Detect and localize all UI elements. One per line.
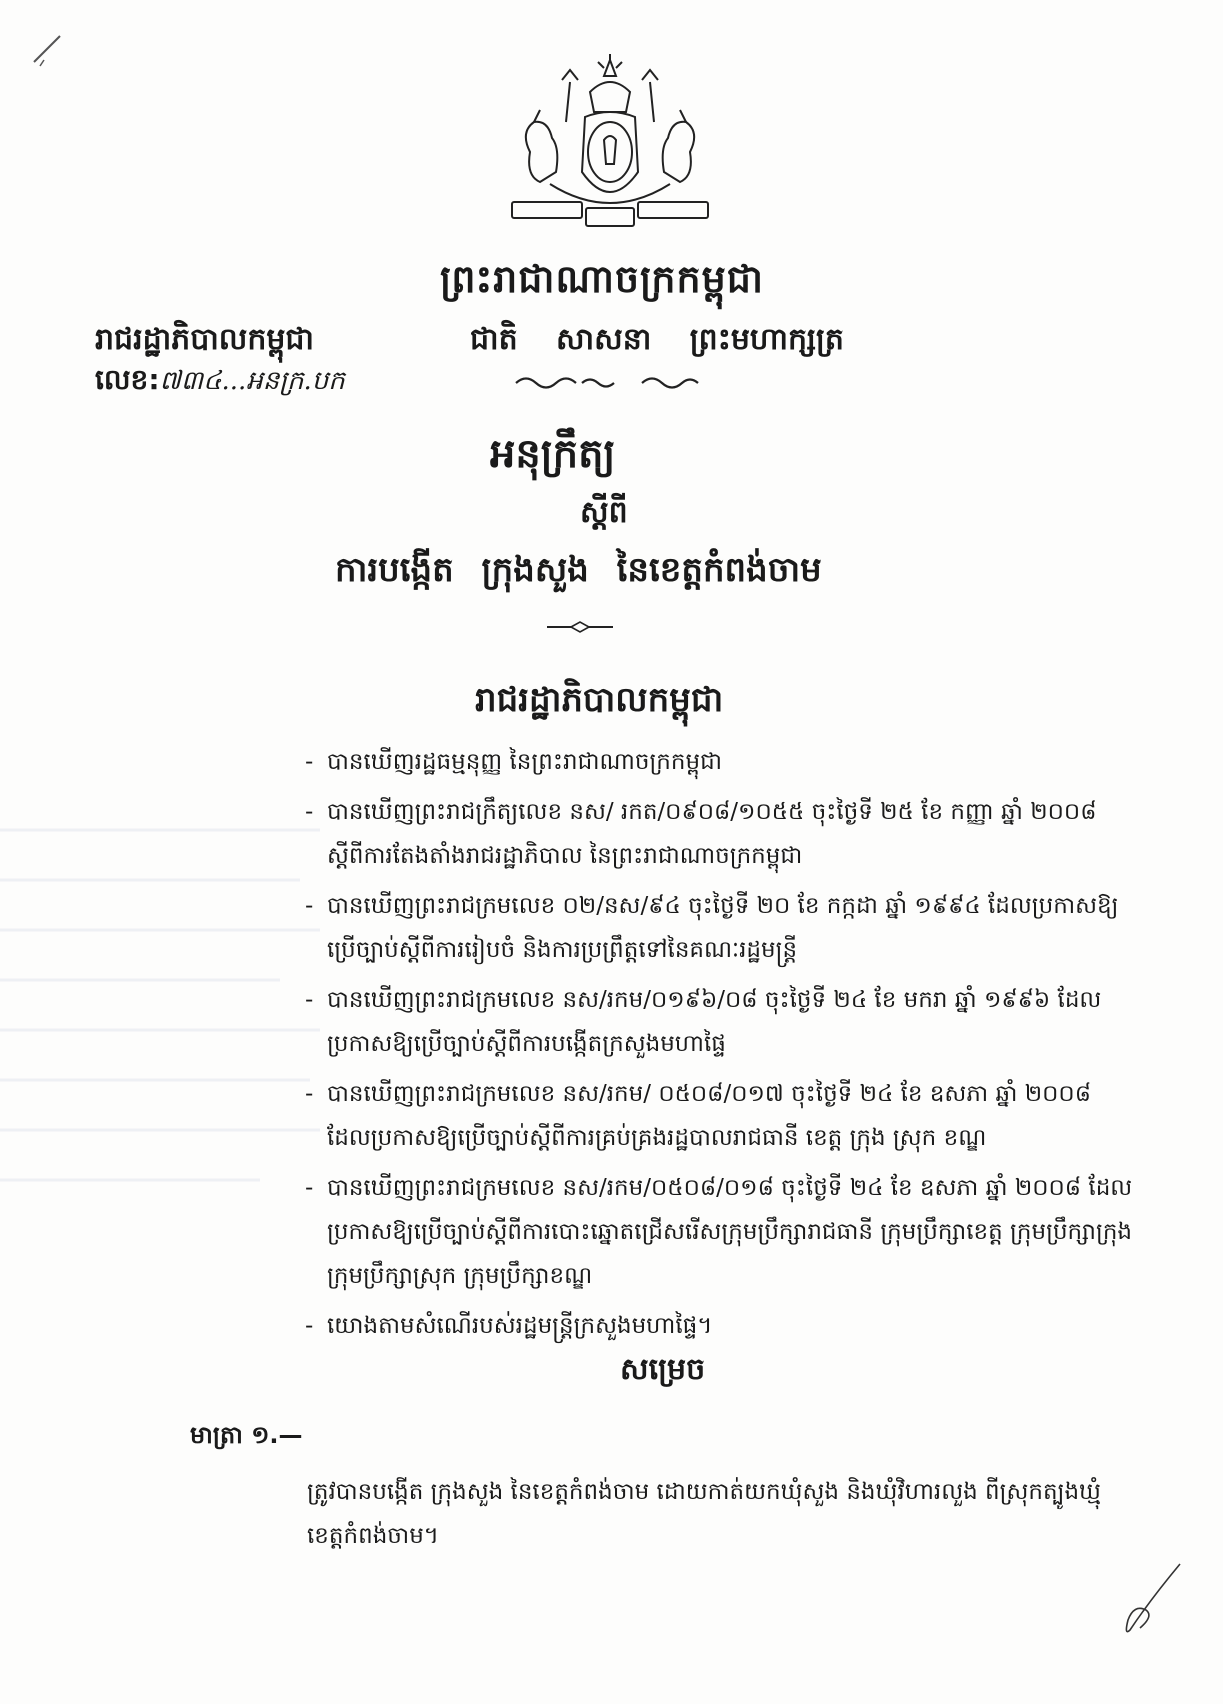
royal-coat-of-arms-icon: [500, 52, 720, 242]
article-1-text: ត្រូវបានបង្កើត ក្រុងសួង នៃខេត្តកំពង់ចាម ដោយកាត់យកឃុំសួង និងឃុំវិហារលួង ពីស្រុកត្បូងឃ្មុំ ខេត្តកំពង់ចាម។: [307, 1479, 1101, 1549]
legal-basis-item: - បានឃើញរដ្ឋធម្មនុញ្ញ នៃព្រះរាជាណាចក្រកម្ពុជា: [305, 740, 1135, 784]
document-about: ស្តីពី: [580, 495, 628, 530]
issuing-authority: រាជរដ្ឋាភិបាលកម្ពុជា: [475, 680, 724, 720]
legal-basis-list: [305, 740, 1135, 1354]
legal-basis-item: - បានឃើញព្រះរាជក្រមលេខ នស/រកម/០៥០៨/០១៨ ចុះថ្ងៃទី ២៤ ខែ ឧសភា ឆ្នាំ ២០០៨ ដែលប្រកាសឱ្យប្រើច្បាប់ស្តីពីការបោះឆ្នោតជ្រើសរើសក្រុមប្រឹក្សារាជធានី ក្រុមប្រឹក្សាខេត្ត ក្រុមប្រឹក្សាក្រុង ក្រុមប្រឹក្សាស្រុក ក្រុមប្រឹក្សាខណ្ឌ: [305, 1166, 1135, 1298]
article-1-label: មាត្រា ១.—: [190, 1421, 303, 1449]
kingdom-title: ព្រះរាជាណាចក្រកម្ពុជា: [440, 257, 764, 301]
section-divider-ornament: [545, 620, 615, 634]
legal-basis-item: - បានឃើញព្រះរាជក្រមលេខ នស/រកម/០១៩៦/០៨ ចុះថ្ងៃទី ២៤ ខែ មករា ឆ្នាំ ១៩៩៦ ដែលប្រកាសឱ្យប្រើច្បាប់ស្តីពីការបង្កើតក្រសួងមហាផ្ទៃ: [305, 978, 1135, 1066]
ref-label: លេខ:: [95, 363, 160, 396]
national-motto: ជាតិ សាសនា ព្រះមហាក្សត្រ: [470, 322, 844, 357]
corner-pen-mark: [30, 30, 70, 70]
initials-signature-icon: [1110, 1560, 1190, 1640]
legal-basis-item: - យោងតាមសំណើរបស់រដ្ឋមន្ត្រីក្រសួងមហាផ្ទៃ។: [305, 1304, 1135, 1348]
motto-ornament-icon: [512, 372, 702, 394]
reference-number: [95, 362, 345, 403]
document-subject: ការបង្កើត ក្រុងសួង នៃខេត្តកំពង់ចាម: [335, 550, 822, 590]
legal-basis-item: - បានឃើញព្រះរាជក្រមលេខ នស/រកម/ ០៥០៨/០១៧ ចុះថ្ងៃទី ២៤ ខែ ឧសភា ឆ្នាំ ២០០៨ ដែលប្រកាសឱ្យប្រើច្បាប់ស្តីពីការគ្រប់គ្រងរដ្ឋបាលរាជធានី ខេត្ត ក្រុង ស្រុក ខណ្ឌ: [305, 1072, 1135, 1160]
faint-bleed-through: [0, 800, 340, 1220]
government-name: រាជរដ្ឋាភិបាលកម្ពុជា: [95, 322, 314, 357]
decision-heading: សម្រេច: [620, 1352, 706, 1387]
legal-basis-item: - បានឃើញព្រះរាជក្រមលេខ ០២/នស/៩៤ ចុះថ្ងៃទី ២០ ខែ កក្កដា ឆ្នាំ ១៩៩៤ ដែលប្រកាសឱ្យប្រើច្បាប់ស្តីពីការរៀបចំ និងការប្រព្រឹត្តទៅនៃគណៈរដ្ឋមន្ត្រី: [305, 884, 1135, 972]
legal-basis-item: - បានឃើញព្រះរាជក្រឹត្យលេខ នស/ រកត/០៩០៨/១០៥៥ ចុះថ្ងៃទី ២៥ ខែ កញ្ញា ឆ្នាំ ២០០៨ ស្តីពីការតែងតាំងរាជរដ្ឋាភិបាល នៃព្រះរាជាណាចក្រកម្ពុជា: [305, 790, 1135, 878]
ref-number-handwritten: ៧៣៤...អនក្រ.បក: [159, 366, 345, 396]
document-type: អនុក្រឹត្យ: [490, 431, 616, 477]
